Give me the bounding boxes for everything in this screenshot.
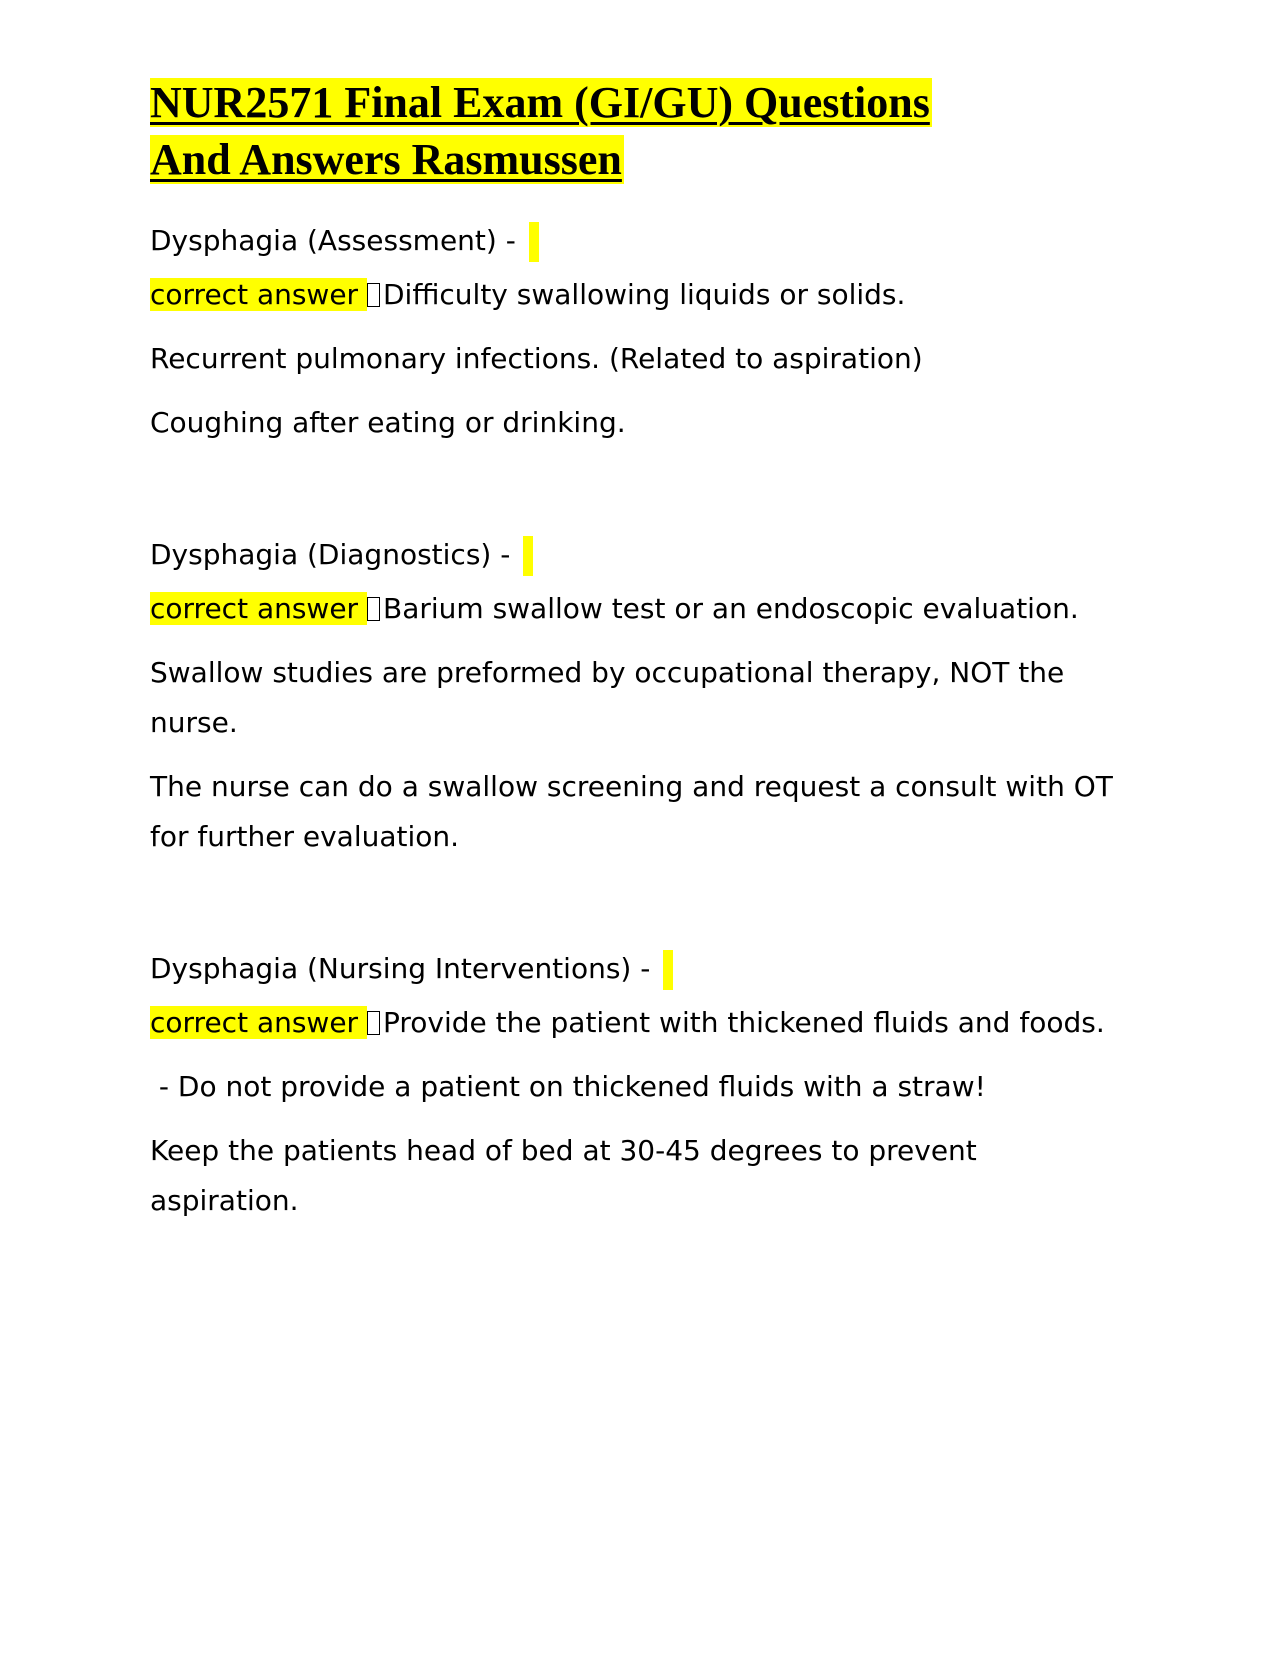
document-title [150, 74, 1120, 188]
correct-answer-label: correct answer [150, 592, 367, 625]
title-line-1: NUR2571 Final Exam (GI/GU) Questions [150, 78, 930, 127]
answer-text: Provide the patient with thickened fluids and foods. [382, 1006, 1105, 1039]
paragraph: The nurse can do a swallow screening and request a consult with OT for further evaluation. [150, 770, 1122, 853]
paragraph: Swallow studies are preformed by occupational therapy, NOT the nurse. [150, 656, 1074, 739]
correct-answer-label: correct answer [150, 1006, 367, 1039]
answer-text: Difficulty swallowing liquids or solids. [382, 278, 906, 311]
answer-diagnostics [150, 584, 1120, 634]
paragraph: Coughing after eating or drinking. [150, 406, 626, 439]
missing-glyph-icon [367, 283, 380, 307]
highlight-marker [663, 950, 673, 990]
correct-answer-label: correct answer [150, 278, 367, 311]
question-text: Dysphagia (Diagnostics) - [150, 538, 520, 571]
question-diagnostics [150, 530, 1120, 580]
title-line-2: And Answers Rasmussen [150, 135, 622, 184]
paragraph: Keep the patients head of bed at 30-45 degrees to prevent aspiration. [150, 1134, 986, 1217]
document-content [150, 74, 1120, 1226]
paragraph: Recurrent pulmonary infections. (Related to aspiration) [150, 342, 923, 375]
question-text: Dysphagia (Assessment) - [150, 224, 525, 257]
highlight-marker [523, 536, 533, 576]
question-assessment [150, 216, 1120, 266]
answer-assessment [150, 270, 1120, 320]
answer-nursing-interventions [150, 998, 1120, 1048]
paragraph: - Do not provide a patient on thickened fluids with a straw! [150, 1070, 986, 1103]
missing-glyph-icon [367, 1011, 380, 1035]
question-text: Dysphagia (Nursing Interventions) - [150, 952, 660, 985]
question-nursing-interventions [150, 944, 1120, 994]
answer-text: Barium swallow test or an endoscopic evaluation. [382, 592, 1079, 625]
missing-glyph-icon [367, 597, 380, 621]
highlight-marker [529, 222, 539, 262]
